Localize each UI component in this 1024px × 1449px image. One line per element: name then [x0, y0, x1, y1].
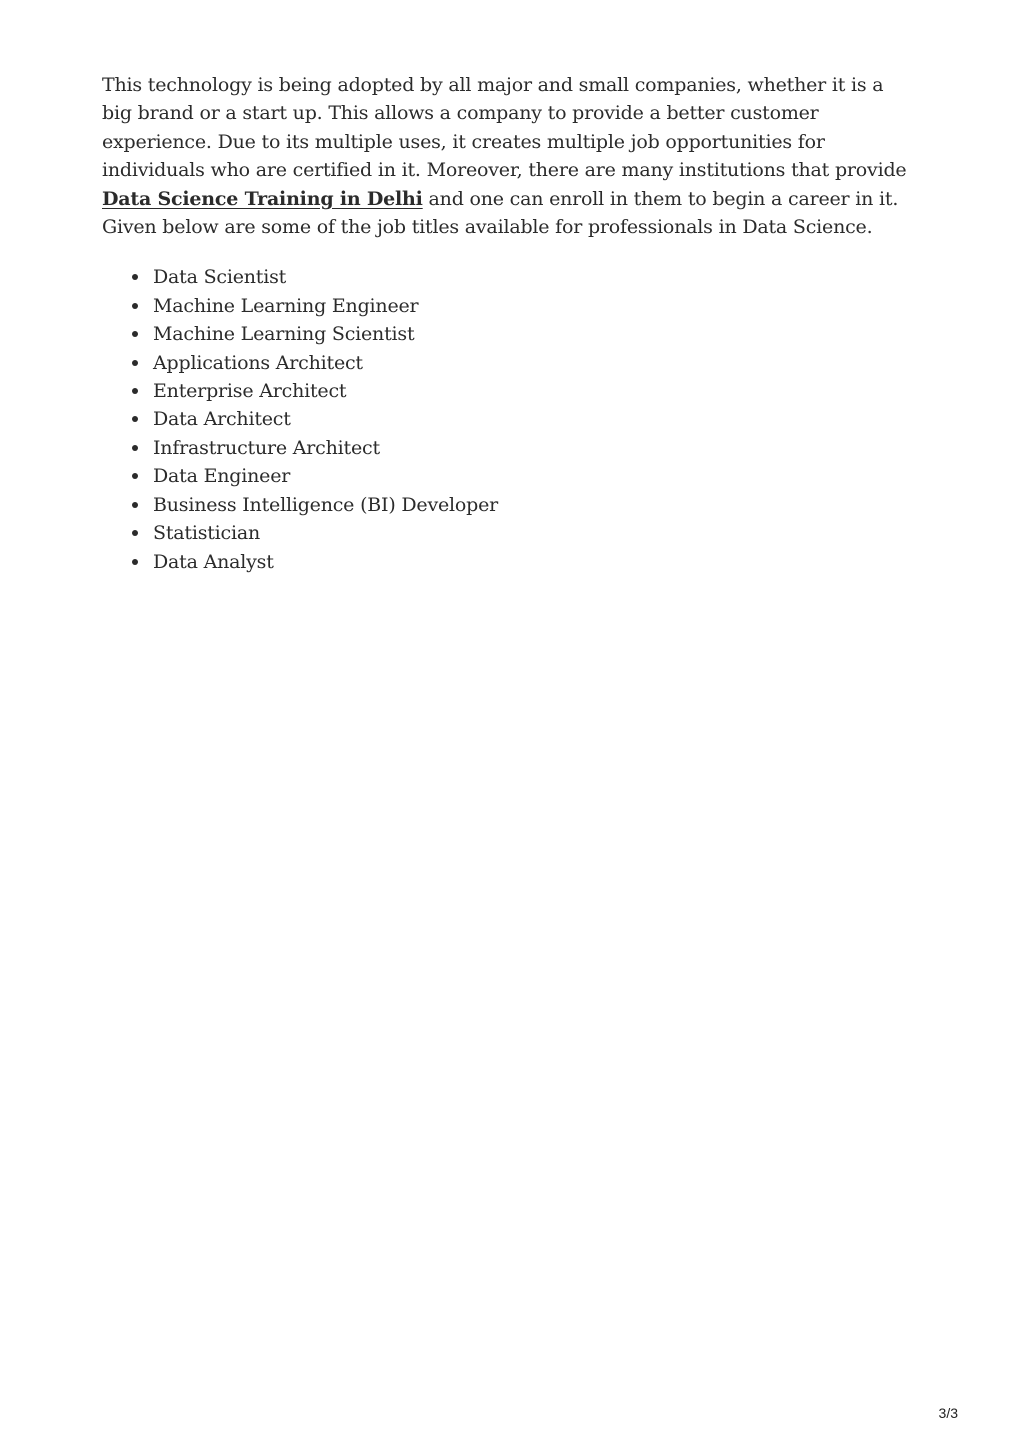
- bullet-icon: [132, 303, 138, 309]
- list-item: [102, 320, 914, 348]
- list-item: [102, 263, 914, 291]
- list-item: [102, 292, 914, 320]
- list-item: [102, 405, 914, 433]
- list-item: [102, 377, 914, 405]
- document-body: [102, 71, 914, 576]
- list-item: [102, 462, 914, 490]
- job-title: Machine Learning Engineer: [153, 294, 419, 317]
- list-item: [102, 349, 914, 377]
- job-title: Enterprise Architect: [153, 380, 347, 403]
- job-title: Statistician: [153, 522, 261, 545]
- job-title: Machine Learning Scientist: [153, 323, 415, 346]
- bullet-icon: [132, 445, 138, 451]
- list-item: [102, 434, 914, 462]
- paragraph-text-start: This technology is being adopted by all major and small companies, whether it is a big brand or a start up. This allows a company to provide a better customer experience. Due to its multiple uses, it creates multiple job opportunities for individuals who are certified in it. Moreover, there are many institutions that provide: [102, 74, 907, 182]
- bullet-icon: [132, 530, 138, 536]
- job-title: Data Engineer: [153, 465, 291, 488]
- job-title: Data Analyst: [153, 550, 274, 573]
- bullet-icon: [132, 473, 138, 479]
- list-item: [102, 519, 914, 547]
- job-title: Applications Architect: [153, 351, 363, 374]
- bullet-icon: [132, 502, 138, 508]
- data-science-training-link[interactable]: Data Science Training in Delhi: [102, 187, 423, 210]
- bullet-icon: [132, 559, 138, 565]
- bullet-icon: [132, 331, 138, 337]
- bullet-icon: [132, 274, 138, 280]
- job-title: Data Scientist: [153, 266, 287, 289]
- bullet-icon: [132, 360, 138, 366]
- job-title: Data Architect: [153, 408, 291, 431]
- list-item: [102, 548, 914, 576]
- paragraph-text-end: and one can enroll in them to begin a career in it. Given below are some of the job titles available for professionals in Data Science.: [102, 187, 899, 239]
- job-title: Business Intelligence (BI) Developer: [153, 493, 499, 516]
- bullet-icon: [132, 416, 138, 422]
- job-title: Infrastructure Architect: [153, 436, 380, 459]
- bullet-icon: [132, 388, 138, 394]
- list-item: [102, 491, 914, 519]
- page-number: 3/3: [938, 1405, 958, 1421]
- job-titles-list: [102, 263, 914, 575]
- intro-paragraph: [102, 71, 914, 241]
